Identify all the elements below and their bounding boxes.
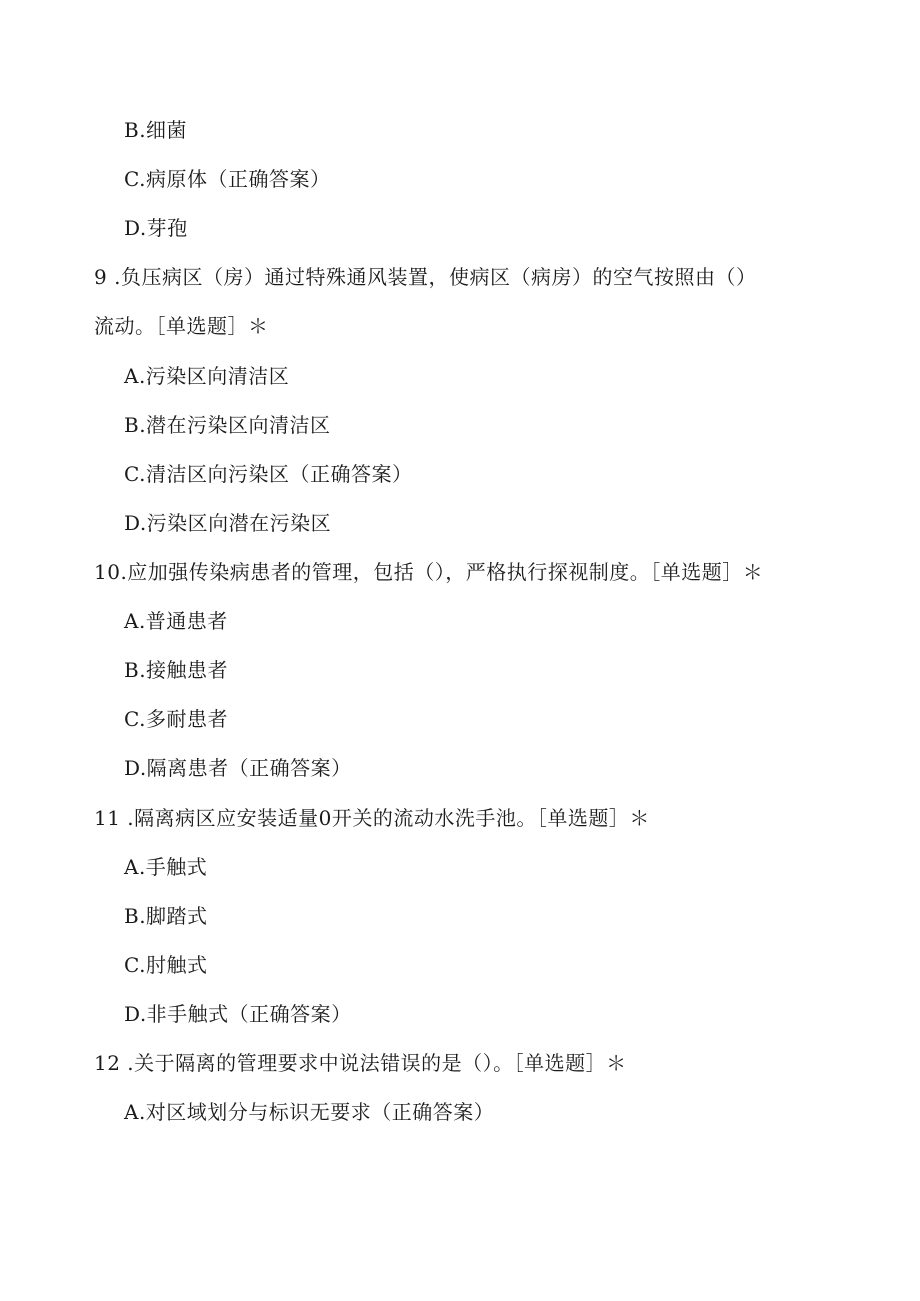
- option-b: B.细菌: [124, 118, 188, 142]
- question-10-option-d-correct: D.隔离患者（正确答案）: [124, 756, 352, 780]
- question-9-option-d: D.污染区向潜在污染区: [124, 511, 332, 535]
- question-9-text-cont: 流动。［单选题］＊: [94, 314, 269, 338]
- option-c-correct: C.病原体（正确答案）: [124, 167, 331, 191]
- question-10-option-a: A.普通患者: [124, 609, 228, 633]
- question-9-option-a: A.污染区向清洁区: [124, 364, 290, 388]
- question-9-option-b: B.潜在污染区向清洁区: [124, 413, 331, 437]
- question-11-option-c: C.肘触式: [124, 953, 208, 977]
- question-9-option-c-correct: C.清洁区向污染区（正确答案）: [124, 462, 413, 486]
- question-11-option-a: A.手触式: [124, 855, 208, 879]
- question-12-text: 12 .关于隔离的管理要求中说法错误的是（）。［单选题］＊: [94, 1051, 627, 1075]
- question-9-text: 9 .负压病区（房）通过特殊通风装置，使病区（病房）的空气按照由（）: [94, 265, 757, 289]
- question-12-option-a-correct: A.对区域划分与标识无要求（正确答案）: [124, 1100, 495, 1124]
- question-10-option-b: B.接触患者: [124, 658, 229, 682]
- question-10-text: 10.应加强传染病患者的管理，包括（），严格执行探视制度。［单选题］＊: [94, 560, 764, 584]
- question-11-option-b: B.脚踏式: [124, 904, 208, 928]
- question-11-text: 11 .隔离病区应安装适量0开关的流动水洗手池。［单选题］＊: [94, 806, 650, 830]
- question-10-option-c: C.多耐患者: [124, 707, 228, 731]
- question-11-option-d-correct: D.非手触式（正确答案）: [124, 1002, 352, 1026]
- option-d: D.芽孢: [124, 216, 188, 240]
